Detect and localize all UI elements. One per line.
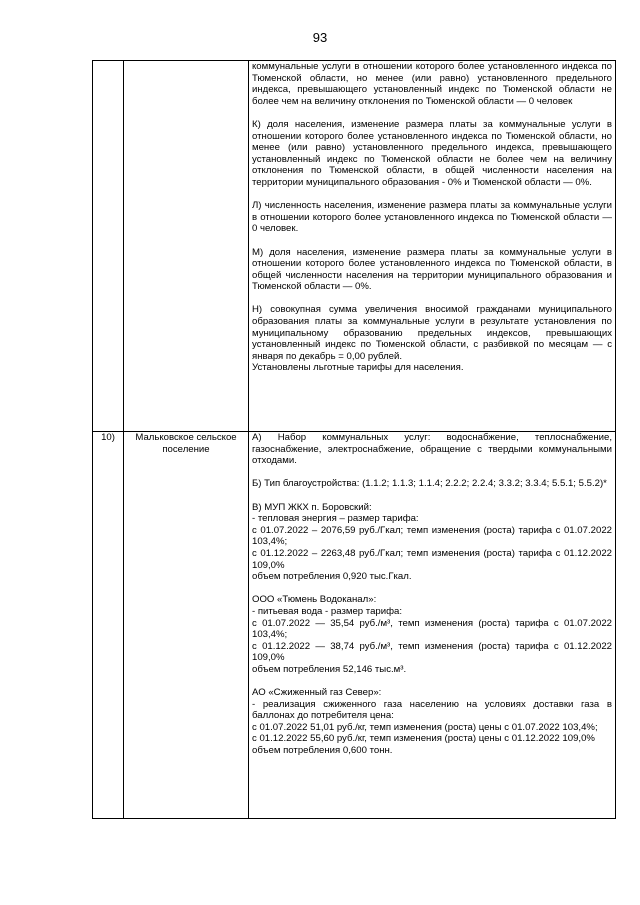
page-number: 93 <box>312 30 328 45</box>
paragraph-l: Л) численность населения, изменение размера платы за коммунальные услуги в отношении которого более установленного индекса по Тюменской области — 0 человек. <box>252 200 612 235</box>
paragraph: коммунальные услуги в отношении которого более установленного индекса по Тюменской области, но менее (или равно) установленного предельного индекса, превышающего установленный индекс по Тюменской области не более чем на величину отклонения по Тюменской области — 0 человек <box>252 61 612 107</box>
municipality-cell <box>124 61 249 432</box>
table-row <box>93 432 616 819</box>
paragraph-v: В) МУП ЖКХ п. Боровский: - тепловая энергия – размер тарифа: с 01.07.2022 – 2076,59 руб./Гкал; темп изменения (роста) тарифа с 01.07.2022 103,4%; с 01.12.2022 – 2263,48 руб./Гкал; темп изменения (роста) тарифа с 01.12.2022 109,0% объем потребления 0,920 тыс.Гкал. <box>252 501 612 583</box>
municipality-cell: Мальковское сельское поселение <box>124 432 249 819</box>
paragraph-k: К) доля населения, изменение размера платы за коммунальные услуги в отношении которого более установленного индекса по Тюменской области, но менее (или равно) установленного предельного индекса, превышающего установленный индекс по Тюменской области не более чем на величину отклонения по Тюменской области, в общей численности населения на территории муниципального образования - 0% и Тюменской области — 0%. <box>252 118 612 188</box>
row-number-cell <box>93 61 124 432</box>
table-row <box>93 61 616 432</box>
row-number-cell: 10) <box>93 432 124 819</box>
paragraph-water: ООО «Тюмень Водоканал»: - питьевая вода - размер тарифа: с 01.07.2022 — 35,54 руб./м³, темп изменения (роста) тарифа с 01.07.2022 103,4%; с 01.12.2022 — 38,74 руб./м³, темп изменения (роста) тарифа с 01.12.2022 109,0% объем потребления 52,146 тыс.м³. <box>252 594 612 675</box>
paragraph-n: Н) совокупная сумма увеличения вносимой гражданами муниципального образования платы за коммунальные услуги в результате установления по муниципальному образованию предельных индексов, превышающих установленный индекс по Тюменской области, с разбивкой по месяцам — с января по декабрь = 0,00 рублей. Установлены льготные тарифы для населения. <box>252 304 612 374</box>
tariff-table <box>92 60 616 819</box>
description-cell <box>249 61 616 432</box>
paragraph-m: М) доля населения, изменение размера платы за коммунальные услуги в отношении которого более установленного индекса по Тюменской области, в общей численности населения на территории муниципального образования и Тюменской области — 0%. <box>252 246 612 293</box>
paragraph-a: А) Набор коммунальных услуг: водоснабжение, теплоснабжение, газоснабжение, электроснабжение, обращение с твердыми коммунальными отходами. <box>252 432 612 467</box>
paragraph-b: Б) Тип благоустройства: (1.1.2; 1.1.3; 1.1.4; 2.2.2; 2.2.4; 3.3.2; 3.3.4; 5.5.1; 5.5.2)* <box>252 478 607 490</box>
paragraph-gas: АО «Сжиженный газ Север»: - реализация сжиженного газа населению на условиях доставки газа в баллонах до потребителя цена: с 01.07.2022 51,01 руб./кг, темп изменения (роста) цены с 01.07.2022 103,4%; с 01.12.2022 55,60 руб./кг, темп изменения (роста) цены с 01.12.2022 109,0% объем потребления 0,600 тонн. <box>252 687 612 757</box>
description-cell <box>249 432 616 819</box>
